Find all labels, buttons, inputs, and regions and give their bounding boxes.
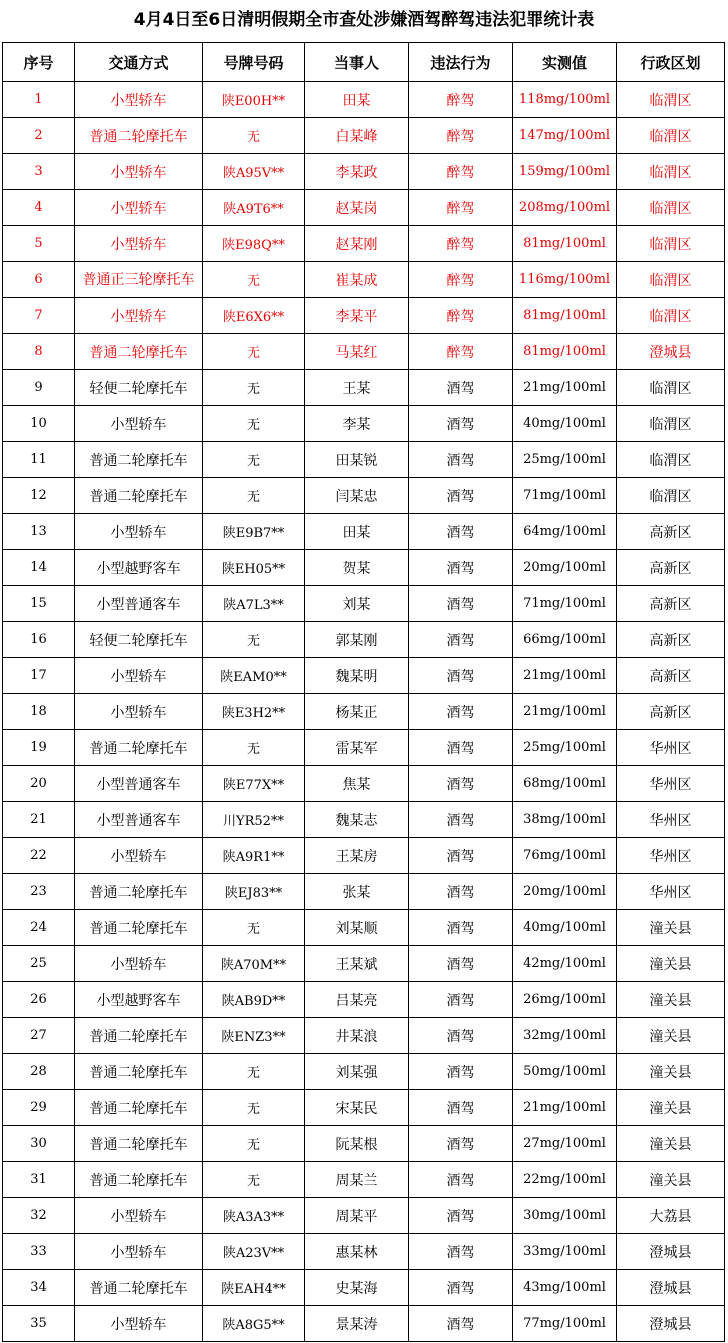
table-row [3, 1162, 725, 1198]
cell-plate-number: 无 [203, 334, 305, 370]
cell-index: 25 [3, 946, 75, 982]
cell-index: 9 [3, 370, 75, 406]
cell-index: 2 [3, 118, 75, 154]
cell-plate-number: 无 [203, 262, 305, 298]
cell-district: 临渭区 [617, 406, 725, 442]
cell-violation: 醉驾 [409, 82, 513, 118]
cell-plate-number: 陕A70M** [203, 946, 305, 982]
cell-violation: 酒驾 [409, 1054, 513, 1090]
cell-district: 澄城县 [617, 1306, 725, 1342]
cell-index: 35 [3, 1306, 75, 1342]
cell-violation: 酒驾 [409, 1162, 513, 1198]
cell-person: 王某斌 [305, 946, 409, 982]
cell-plate-number: 无 [203, 118, 305, 154]
cell-violation: 酒驾 [409, 1090, 513, 1126]
table-row [3, 874, 725, 910]
cell-measured-value: 81mg/100ml [513, 334, 617, 370]
cell-index: 13 [3, 514, 75, 550]
cell-plate-number: 陕E77X** [203, 766, 305, 802]
cell-violation: 酒驾 [409, 1018, 513, 1054]
table-row [3, 1198, 725, 1234]
cell-person: 宋某民 [305, 1090, 409, 1126]
cell-index: 30 [3, 1126, 75, 1162]
cell-district: 潼关县 [617, 1126, 725, 1162]
cell-district: 华州区 [617, 838, 725, 874]
cell-vehicle-type: 小型轿车 [75, 82, 203, 118]
header-vehicle-type: 交通方式 [75, 43, 203, 82]
cell-vehicle-type: 普通二轮摩托车 [75, 1018, 203, 1054]
cell-measured-value: 33mg/100ml [513, 1234, 617, 1270]
cell-measured-value: 76mg/100ml [513, 838, 617, 874]
cell-district: 澄城县 [617, 1234, 725, 1270]
cell-violation: 酒驾 [409, 514, 513, 550]
cell-vehicle-type: 小型越野客车 [75, 982, 203, 1018]
cell-plate-number: 陕E6X6** [203, 298, 305, 334]
cell-index: 20 [3, 766, 75, 802]
cell-district: 华州区 [617, 766, 725, 802]
cell-violation: 醉驾 [409, 226, 513, 262]
cell-index: 16 [3, 622, 75, 658]
cell-district: 临渭区 [617, 478, 725, 514]
cell-vehicle-type: 普通二轮摩托车 [75, 118, 203, 154]
cell-measured-value: 147mg/100ml [513, 118, 617, 154]
table-row [3, 1270, 725, 1306]
cell-person: 周某平 [305, 1198, 409, 1234]
cell-measured-value: 27mg/100ml [513, 1126, 617, 1162]
cell-vehicle-type: 普通二轮摩托车 [75, 730, 203, 766]
cell-person: 田某锐 [305, 442, 409, 478]
table-row [3, 550, 725, 586]
cell-plate-number: 陕E3H2** [203, 694, 305, 730]
cell-plate-number: 陕E9B7** [203, 514, 305, 550]
table-row [3, 262, 725, 298]
cell-district: 华州区 [617, 802, 725, 838]
cell-measured-value: 40mg/100ml [513, 910, 617, 946]
cell-plate-number: 无 [203, 370, 305, 406]
cell-vehicle-type: 普通二轮摩托车 [75, 442, 203, 478]
cell-violation: 酒驾 [409, 1270, 513, 1306]
cell-index: 14 [3, 550, 75, 586]
cell-district: 澄城县 [617, 1270, 725, 1306]
table-row [3, 658, 725, 694]
cell-person: 魏某志 [305, 802, 409, 838]
table-row [3, 586, 725, 622]
cell-vehicle-type: 小型越野客车 [75, 550, 203, 586]
table-body [3, 82, 725, 1342]
cell-district: 临渭区 [617, 118, 725, 154]
cell-measured-value: 32mg/100ml [513, 1018, 617, 1054]
cell-district: 高新区 [617, 622, 725, 658]
cell-plate-number: 无 [203, 730, 305, 766]
cell-district: 临渭区 [617, 154, 725, 190]
cell-person: 景某涛 [305, 1306, 409, 1342]
cell-violation: 醉驾 [409, 118, 513, 154]
table-row [3, 190, 725, 226]
header-row [3, 43, 725, 82]
cell-person: 刘某强 [305, 1054, 409, 1090]
table-row [3, 1018, 725, 1054]
cell-measured-value: 20mg/100ml [513, 874, 617, 910]
cell-index: 27 [3, 1018, 75, 1054]
cell-violation: 醉驾 [409, 154, 513, 190]
cell-district: 高新区 [617, 550, 725, 586]
cell-vehicle-type: 小型轿车 [75, 1234, 203, 1270]
cell-plate-number: 陕E00H** [203, 82, 305, 118]
cell-plate-number: 陕A9T6** [203, 190, 305, 226]
cell-measured-value: 21mg/100ml [513, 658, 617, 694]
cell-measured-value: 81mg/100ml [513, 226, 617, 262]
cell-plate-number: 无 [203, 622, 305, 658]
cell-district: 高新区 [617, 514, 725, 550]
cell-vehicle-type: 普通二轮摩托车 [75, 910, 203, 946]
table-row [3, 406, 725, 442]
cell-index: 12 [3, 478, 75, 514]
cell-index: 32 [3, 1198, 75, 1234]
cell-district: 临渭区 [617, 262, 725, 298]
cell-measured-value: 66mg/100ml [513, 622, 617, 658]
cell-violation: 酒驾 [409, 766, 513, 802]
cell-measured-value: 81mg/100ml [513, 298, 617, 334]
table-row [3, 982, 725, 1018]
cell-plate-number: 陕ENZ3** [203, 1018, 305, 1054]
cell-person: 田某 [305, 82, 409, 118]
cell-person: 魏某明 [305, 658, 409, 694]
cell-violation: 酒驾 [409, 1306, 513, 1342]
cell-person: 焦某 [305, 766, 409, 802]
cell-vehicle-type: 小型轿车 [75, 298, 203, 334]
page-title: 4月4日至6日清明假期全市查处涉嫌酒驾醉驾违法犯罪统计表 [133, 10, 595, 30]
table-row [3, 1126, 725, 1162]
cell-plate-number: 无 [203, 1162, 305, 1198]
cell-plate-number: 无 [203, 1090, 305, 1126]
header-person: 当事人 [305, 43, 409, 82]
cell-plate-number: 无 [203, 442, 305, 478]
cell-plate-number: 无 [203, 1054, 305, 1090]
cell-district: 澄城县 [617, 334, 725, 370]
table-row [3, 802, 725, 838]
cell-vehicle-type: 普通二轮摩托车 [75, 478, 203, 514]
cell-vehicle-type: 小型轿车 [75, 946, 203, 982]
cell-violation: 酒驾 [409, 406, 513, 442]
cell-plate-number: 无 [203, 910, 305, 946]
cell-measured-value: 26mg/100ml [513, 982, 617, 1018]
cell-index: 28 [3, 1054, 75, 1090]
table-row [3, 838, 725, 874]
cell-index: 18 [3, 694, 75, 730]
cell-measured-value: 21mg/100ml [513, 370, 617, 406]
cell-violation: 醉驾 [409, 334, 513, 370]
cell-measured-value: 21mg/100ml [513, 1090, 617, 1126]
header-plate-number: 号牌号码 [203, 43, 305, 82]
cell-vehicle-type: 小型轿车 [75, 658, 203, 694]
header-measured-value: 实测值 [513, 43, 617, 82]
cell-index: 8 [3, 334, 75, 370]
table-row [3, 82, 725, 118]
cell-vehicle-type: 普通二轮摩托车 [75, 334, 203, 370]
cell-measured-value: 21mg/100ml [513, 694, 617, 730]
header-violation: 违法行为 [409, 43, 513, 82]
cell-violation: 醉驾 [409, 298, 513, 334]
cell-vehicle-type: 小型轿车 [75, 406, 203, 442]
cell-plate-number: 陕EAH4** [203, 1270, 305, 1306]
cell-index: 23 [3, 874, 75, 910]
cell-index: 26 [3, 982, 75, 1018]
cell-index: 5 [3, 226, 75, 262]
table-row [3, 622, 725, 658]
cell-person: 李某平 [305, 298, 409, 334]
cell-violation: 酒驾 [409, 550, 513, 586]
cell-district: 华州区 [617, 730, 725, 766]
cell-person: 张某 [305, 874, 409, 910]
cell-district: 潼关县 [617, 1090, 725, 1126]
cell-violation: 酒驾 [409, 874, 513, 910]
cell-district: 临渭区 [617, 226, 725, 262]
cell-person: 杨某正 [305, 694, 409, 730]
cell-vehicle-type: 小型普通客车 [75, 766, 203, 802]
cell-person: 王某房 [305, 838, 409, 874]
cell-violation: 酒驾 [409, 1198, 513, 1234]
cell-vehicle-type: 普通二轮摩托车 [75, 1090, 203, 1126]
cell-district: 潼关县 [617, 1054, 725, 1090]
cell-vehicle-type: 小型普通客车 [75, 586, 203, 622]
table-row [3, 946, 725, 982]
cell-plate-number: 无 [203, 478, 305, 514]
cell-violation: 酒驾 [409, 586, 513, 622]
cell-index: 24 [3, 910, 75, 946]
cell-vehicle-type: 普通正三轮摩托车 [75, 262, 203, 298]
table-row [3, 154, 725, 190]
cell-plate-number: 陕A23V** [203, 1234, 305, 1270]
cell-measured-value: 38mg/100ml [513, 802, 617, 838]
cell-person: 刘某顺 [305, 910, 409, 946]
cell-district: 大荔县 [617, 1198, 725, 1234]
table-row [3, 118, 725, 154]
cell-vehicle-type: 轻便二轮摩托车 [75, 622, 203, 658]
cell-violation: 酒驾 [409, 478, 513, 514]
cell-violation: 酒驾 [409, 802, 513, 838]
cell-plate-number: 陕EJ83** [203, 874, 305, 910]
cell-violation: 醉驾 [409, 262, 513, 298]
cell-person: 井某浪 [305, 1018, 409, 1054]
cell-vehicle-type: 普通二轮摩托车 [75, 874, 203, 910]
cell-measured-value: 25mg/100ml [513, 730, 617, 766]
cell-index: 11 [3, 442, 75, 478]
table-row [3, 766, 725, 802]
cell-violation: 酒驾 [409, 1234, 513, 1270]
cell-plate-number: 陕EH05** [203, 550, 305, 586]
cell-index: 29 [3, 1090, 75, 1126]
table-row [3, 478, 725, 514]
cell-violation: 酒驾 [409, 910, 513, 946]
cell-district: 潼关县 [617, 946, 725, 982]
cell-person: 王某 [305, 370, 409, 406]
cell-vehicle-type: 小型轿车 [75, 1198, 203, 1234]
cell-violation: 酒驾 [409, 838, 513, 874]
cell-district: 潼关县 [617, 982, 725, 1018]
cell-vehicle-type: 小型轿车 [75, 1306, 203, 1342]
cell-district: 高新区 [617, 694, 725, 730]
table-row [3, 442, 725, 478]
cell-district: 潼关县 [617, 910, 725, 946]
cell-person: 史某海 [305, 1270, 409, 1306]
cell-district: 临渭区 [617, 298, 725, 334]
cell-vehicle-type: 小型轿车 [75, 154, 203, 190]
cell-person: 赵某刚 [305, 226, 409, 262]
cell-person: 马某红 [305, 334, 409, 370]
cell-person: 刘某 [305, 586, 409, 622]
cell-index: 22 [3, 838, 75, 874]
cell-vehicle-type: 小型轿车 [75, 190, 203, 226]
cell-index: 31 [3, 1162, 75, 1198]
table-row [3, 910, 725, 946]
cell-measured-value: 64mg/100ml [513, 514, 617, 550]
cell-violation: 酒驾 [409, 694, 513, 730]
cell-index: 21 [3, 802, 75, 838]
cell-plate-number: 陕AB9D** [203, 982, 305, 1018]
cell-person: 闫某忠 [305, 478, 409, 514]
cell-plate-number: 无 [203, 406, 305, 442]
cell-violation: 酒驾 [409, 622, 513, 658]
cell-person: 郭某刚 [305, 622, 409, 658]
cell-vehicle-type: 小型轿车 [75, 226, 203, 262]
cell-plate-number: 陕E98Q** [203, 226, 305, 262]
cell-index: 10 [3, 406, 75, 442]
cell-plate-number: 陕EAM0** [203, 658, 305, 694]
cell-person: 吕某亮 [305, 982, 409, 1018]
cell-measured-value: 159mg/100ml [513, 154, 617, 190]
table-row [3, 370, 725, 406]
cell-violation: 酒驾 [409, 658, 513, 694]
cell-measured-value: 77mg/100ml [513, 1306, 617, 1342]
cell-vehicle-type: 小型轿车 [75, 694, 203, 730]
cell-index: 33 [3, 1234, 75, 1270]
cell-vehicle-type: 小型轿车 [75, 514, 203, 550]
table-row [3, 1090, 725, 1126]
cell-plate-number: 川YR52** [203, 802, 305, 838]
cell-district: 高新区 [617, 658, 725, 694]
cell-plate-number: 陕A95V** [203, 154, 305, 190]
cell-person: 李某 [305, 406, 409, 442]
cell-measured-value: 22mg/100ml [513, 1162, 617, 1198]
cell-vehicle-type: 小型轿车 [75, 838, 203, 874]
cell-vehicle-type: 小型普通客车 [75, 802, 203, 838]
cell-plate-number: 陕A9R1** [203, 838, 305, 874]
cell-measured-value: 20mg/100ml [513, 550, 617, 586]
cell-person: 雷某军 [305, 730, 409, 766]
table-row [3, 514, 725, 550]
cell-district: 临渭区 [617, 190, 725, 226]
cell-district: 潼关县 [617, 1018, 725, 1054]
cell-vehicle-type: 普通二轮摩托车 [75, 1126, 203, 1162]
cell-vehicle-type: 轻便二轮摩托车 [75, 370, 203, 406]
cell-index: 34 [3, 1270, 75, 1306]
cell-violation: 酒驾 [409, 946, 513, 982]
cell-vehicle-type: 普通二轮摩托车 [75, 1270, 203, 1306]
cell-measured-value: 71mg/100ml [513, 586, 617, 622]
cell-person: 贺某 [305, 550, 409, 586]
table-row [3, 1054, 725, 1090]
cell-measured-value: 42mg/100ml [513, 946, 617, 982]
cell-index: 19 [3, 730, 75, 766]
cell-plate-number: 陕A8G5** [203, 1306, 305, 1342]
cell-person: 白某峰 [305, 118, 409, 154]
cell-district: 潼关县 [617, 1162, 725, 1198]
header-district: 行政区划 [617, 43, 725, 82]
cell-person: 李某政 [305, 154, 409, 190]
cell-measured-value: 30mg/100ml [513, 1198, 617, 1234]
cell-violation: 酒驾 [409, 982, 513, 1018]
cell-person: 阮某根 [305, 1126, 409, 1162]
table-row [3, 298, 725, 334]
cell-index: 3 [3, 154, 75, 190]
table-row [3, 1306, 725, 1342]
cell-measured-value: 50mg/100ml [513, 1054, 617, 1090]
cell-measured-value: 118mg/100ml [513, 82, 617, 118]
table-row [3, 1234, 725, 1270]
cell-person: 周某兰 [305, 1162, 409, 1198]
cell-measured-value: 40mg/100ml [513, 406, 617, 442]
cell-district: 华州区 [617, 874, 725, 910]
cell-index: 7 [3, 298, 75, 334]
table-row [3, 226, 725, 262]
cell-person: 赵某岗 [305, 190, 409, 226]
statistics-table [2, 42, 725, 1342]
cell-index: 15 [3, 586, 75, 622]
cell-district: 临渭区 [617, 370, 725, 406]
cell-index: 1 [3, 82, 75, 118]
cell-person: 崔某成 [305, 262, 409, 298]
cell-index: 4 [3, 190, 75, 226]
cell-vehicle-type: 普通二轮摩托车 [75, 1054, 203, 1090]
cell-district: 高新区 [617, 586, 725, 622]
cell-plate-number: 陕A7L3** [203, 586, 305, 622]
cell-violation: 酒驾 [409, 442, 513, 478]
cell-index: 6 [3, 262, 75, 298]
cell-measured-value: 43mg/100ml [513, 1270, 617, 1306]
cell-district: 临渭区 [617, 442, 725, 478]
cell-measured-value: 208mg/100ml [513, 190, 617, 226]
cell-measured-value: 116mg/100ml [513, 262, 617, 298]
table-row [3, 694, 725, 730]
cell-vehicle-type: 普通二轮摩托车 [75, 1162, 203, 1198]
cell-plate-number: 陕A3A3** [203, 1198, 305, 1234]
cell-violation: 酒驾 [409, 730, 513, 766]
cell-person: 田某 [305, 514, 409, 550]
cell-index: 17 [3, 658, 75, 694]
cell-measured-value: 25mg/100ml [513, 442, 617, 478]
cell-plate-number: 无 [203, 1126, 305, 1162]
cell-violation: 酒驾 [409, 1126, 513, 1162]
cell-violation: 醉驾 [409, 190, 513, 226]
header-index: 序号 [3, 43, 75, 82]
cell-district: 临渭区 [617, 82, 725, 118]
cell-measured-value: 68mg/100ml [513, 766, 617, 802]
cell-measured-value: 71mg/100ml [513, 478, 617, 514]
table-row [3, 334, 725, 370]
cell-person: 惠某林 [305, 1234, 409, 1270]
cell-violation: 酒驾 [409, 370, 513, 406]
table-row [3, 730, 725, 766]
